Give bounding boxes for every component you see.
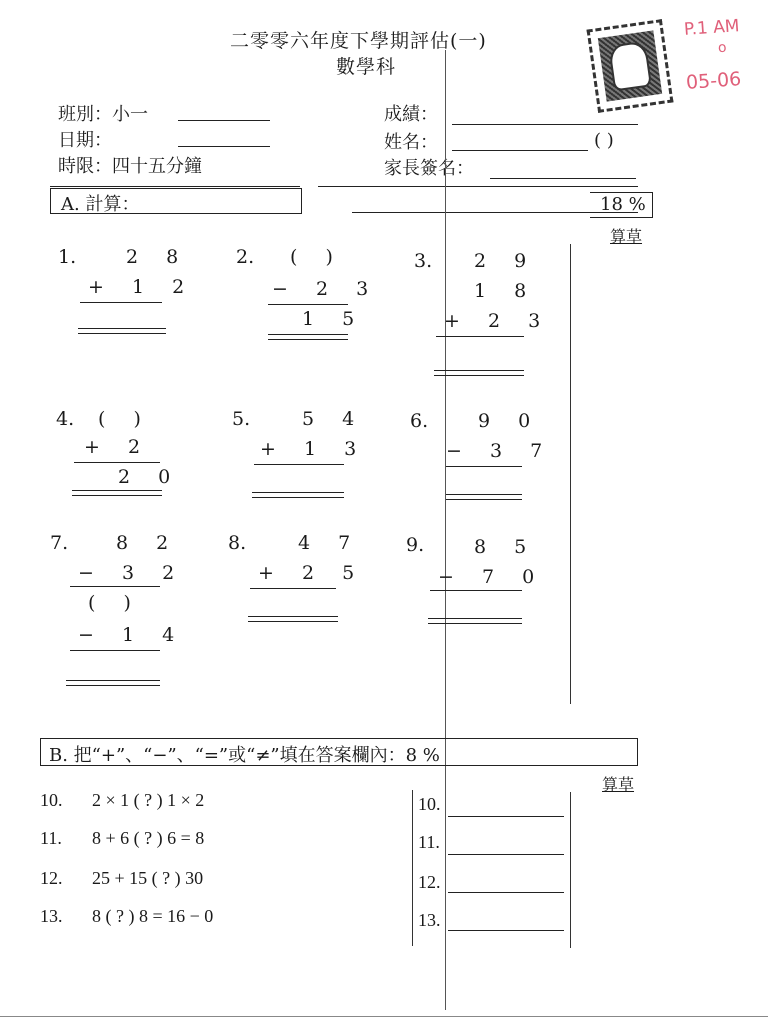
signature-blank[interactable] [490, 178, 636, 179]
answer-number: 11. [418, 832, 440, 852]
page-edge [0, 1016, 768, 1017]
problem-row: + 2 5 [258, 562, 366, 584]
question-number: 12. [40, 868, 63, 888]
answer-line[interactable] [428, 618, 522, 624]
problem-number: 2. [236, 246, 255, 268]
score-label: 成績： [384, 104, 438, 125]
time-label: 時限：四十五分鐘 [58, 156, 202, 177]
scan-artifact-line [445, 50, 446, 1010]
date-label: 日期： [58, 130, 112, 151]
question-text: 8 + 6 ( ? ) 6 = 8 [92, 828, 205, 848]
answer-blank-paren[interactable]: ( ) [290, 246, 344, 268]
class-blank[interactable] [178, 120, 270, 121]
problem-row: 8 5 [474, 536, 538, 558]
answer-line[interactable] [434, 370, 524, 376]
problem-number: 3. [414, 250, 433, 272]
section-a-title-box [50, 188, 302, 214]
answer-blank[interactable] [448, 854, 564, 855]
handwritten-dot: o [717, 39, 728, 57]
score-blank[interactable] [452, 124, 638, 125]
problem-row: − 3 7 [446, 440, 554, 462]
question-text: 25 + 15 ( ? ) 30 [92, 868, 204, 888]
question-text: 2 × 1 ( ? ) 1 × 2 [92, 790, 205, 810]
answer-line[interactable] [446, 494, 522, 500]
section-b-title: B. 把“+”、“−”、“=”或“≠”填在答案欄內：8 % [49, 745, 440, 766]
answer-blank[interactable] [448, 930, 564, 931]
section-b-draft-label: 算草 [602, 775, 635, 794]
problem-row: 5 4 [302, 408, 366, 430]
postage-stamp-image [587, 19, 674, 113]
name-label: 姓名： [384, 132, 438, 153]
problem-row: − 2 3 [272, 278, 380, 300]
problem-number: 9. [406, 534, 425, 556]
section-a-title: A. 計算： [61, 194, 140, 215]
subject-title: 數學科 [336, 56, 397, 78]
problem-row: + 1 3 [260, 438, 368, 460]
problem-number: 1. [58, 246, 77, 268]
section-b-title-box [40, 738, 638, 766]
section-a-marks-box [590, 192, 653, 218]
class-number-paren: ( ) [594, 130, 614, 151]
problem-row: 2 0 [118, 466, 182, 488]
question-number: 10. [40, 790, 63, 810]
problem-row: + 2 [84, 436, 152, 458]
question-number: 11. [40, 828, 62, 848]
problem-row: − 1 4 [78, 624, 186, 646]
handwritten-class-code: P.1 AM [683, 16, 741, 40]
answer-number: 13. [418, 910, 441, 930]
problem-row: 4 7 [298, 532, 362, 554]
problem-row: 1 8 [474, 280, 538, 302]
problem-row: 8 2 [116, 532, 180, 554]
question-text: 8 ( ? ) 8 = 16 − 0 [92, 906, 214, 926]
exam-title: 二零零六年度下學期評估(一) [230, 30, 487, 52]
problem-row: 1 5 [302, 308, 366, 330]
name-blank[interactable] [452, 150, 588, 151]
question-number: 13. [40, 906, 63, 926]
problem-number: 7. [50, 532, 69, 554]
problem-number: 5. [232, 408, 251, 430]
answer-number: 10. [418, 794, 441, 814]
date-blank[interactable] [178, 146, 270, 147]
problem-number: 4. [56, 408, 75, 430]
answer-line[interactable] [66, 680, 160, 686]
class-label: 班別：小一 [58, 104, 148, 125]
signature-label: 家長簽名： [384, 158, 474, 179]
answer-blank-paren[interactable]: ( ) [98, 408, 152, 430]
answer-line[interactable] [78, 328, 166, 334]
draft-divider-line [570, 244, 571, 704]
section-a-draft-label: 算草 [610, 227, 643, 246]
answer-blank[interactable] [448, 892, 564, 893]
problem-row: 9 0 [478, 410, 542, 432]
problem-number: 6. [410, 410, 429, 432]
handwritten-year: 05-06 [685, 68, 742, 94]
section-a-marks: 18 % [600, 194, 646, 215]
answer-line[interactable] [248, 616, 338, 622]
problem-row: + 1 2 [88, 276, 196, 298]
answer-blank-paren[interactable]: ( ) [88, 592, 142, 614]
problem-number: 8. [228, 532, 247, 554]
answer-line[interactable] [252, 492, 344, 498]
problem-row: 2 9 [474, 250, 538, 272]
problem-row: 2 8 [126, 246, 190, 268]
problem-row: − 3 2 [78, 562, 186, 584]
problem-row: + 2 3 [444, 310, 552, 332]
answer-number: 12. [418, 872, 441, 892]
answer-blank[interactable] [448, 816, 564, 817]
answer-column-left-border [412, 790, 413, 946]
problem-row: − 7 0 [438, 566, 546, 588]
answer-column-right-border [570, 792, 571, 948]
